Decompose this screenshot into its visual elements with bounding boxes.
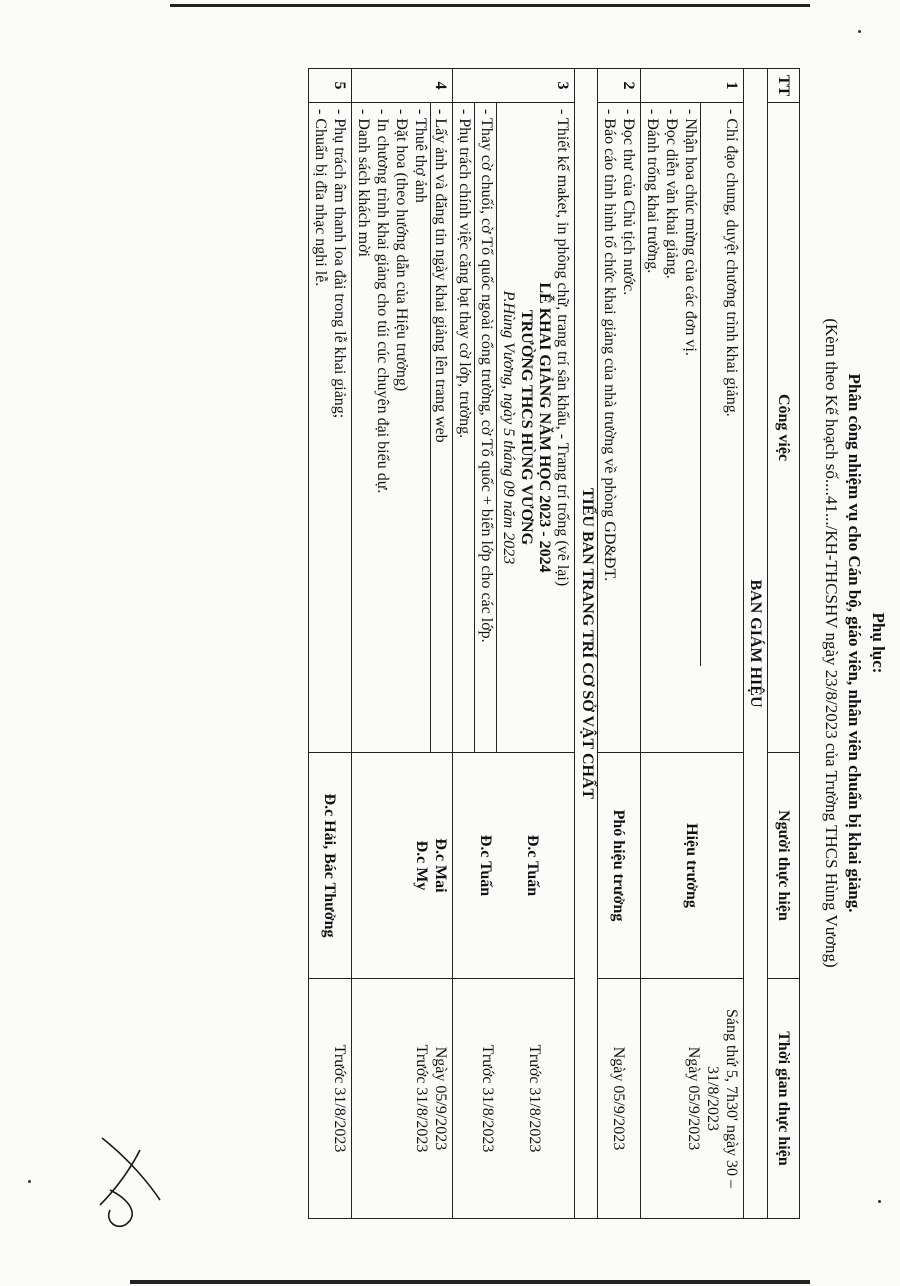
task-cell [641,103,744,753]
table-row [309,69,352,1219]
person-cell [352,753,453,979]
task-line: - Báo cáo tình hình tổ chức khai giảng của nhà trường về phòng GD&ĐT. [601,109,618,582]
time-line: Trước 31/8/2023 [413,1044,430,1153]
task-cell [598,103,641,753]
appendix-reference: (Kèm theo Kế hoạch số....41.../KH-THCSHV ngày 23/8/2023 của Trường THCS Hùng Vương) [822,318,841,968]
section-row [575,69,598,1219]
col-header-person: Người thực hiện [768,753,800,979]
table-row [453,69,575,1219]
task-line: - Thay cờ chuối, cờ Tổ quốc ngoài cổng trường, cờ Tổ quốc + biển lớp cho các lớp. [478,109,495,643]
section-title-decoration: TIỂU BAN TRANG TRÍ CƠ SỞ VẬT CHẤT [575,69,598,1219]
appendix-title: Phụ lục: [869,612,888,674]
appendix-subtitle: Phân công nhiệm vụ cho Cán bộ, giáo viên, nhân viên chuẩn bị khai giảng. [845,373,864,913]
table-row [352,69,453,1219]
task-line: - Đọc thư của Chủ tịch nước. [620,109,637,296]
task-line: - In chương trình khai giảng cho túi cúc chuyên đại biểu dự. [374,109,391,494]
task-subblock [354,103,431,752]
task-subblock [477,103,497,752]
row-number: 4 [352,69,453,103]
task-cell [453,103,575,753]
task-line: - Thiết kế maket, in phông chữ, trang trí sân khấu, - Trang trí trống (vẽ lại) [554,109,571,587]
task-line: - Danh sách khách mời [355,109,372,257]
table-header-row [768,69,800,1219]
handwritten-signature [90,1130,170,1250]
task-subblock [455,103,475,752]
task-line: - Phụ trách chính việc căng bạt thay cờ lớp, trường. [456,109,473,439]
row-number: 3 [453,69,575,103]
time-line: Trước 31/8/2023 [479,1044,496,1153]
time-cell: Ngày 05/9/2023 [598,979,641,1219]
table-row [598,69,641,1219]
person-cell: Hiệu trưởng [641,753,744,979]
row-number: 1 [641,69,744,103]
time-cell [641,979,744,1219]
person-line: Đ.c Tuấn [524,834,541,897]
row-number: 5 [309,69,352,103]
table-row [641,69,744,1219]
time-cell [453,979,575,1219]
task-line: - Phụ trách âm thanh loa đài trong lễ khai giảng; [331,109,348,419]
time-line: Sáng thứ 5, 7h30' ngày 30 – 31/8/2023 [704,1008,740,1189]
task-line: - Đặt hoa (theo hướng dẫn của Hiệu trưởng) [393,109,410,392]
task-subblock [643,103,701,666]
person-cell: Phó hiệu trưởng [598,753,641,979]
task-line: - Lấy ảnh và đăng tin ngày khai giảng lên trang web [432,109,449,443]
task-line: - Thuê thợ ảnh [412,109,429,203]
person-cell: Đ.c Hải, Bác Thưởng [309,753,352,979]
row-number: 2 [598,69,641,103]
task-line: - Chuẩn bị đĩa nhạc nghi lễ. [312,109,329,287]
time-cell [352,979,453,1219]
section-title-bgh: BAN GIÁM HIỆU [744,69,768,1219]
time-line: Ngày 05/9/2023 [685,1046,702,1151]
task-line: - Chỉ đạo chung, duyệt chương trình khai giảng. [723,109,740,417]
person-line: Đ.c Tuấn [477,834,494,897]
assignment-table [308,68,800,1219]
banner-line: TRƯỜNG THCS HÙNG VƯƠNG [518,309,535,546]
time-cell: Trước 31/8/2023 [309,979,352,1219]
task-line: - Đọc diễn văn khai giảng. [663,109,680,279]
col-header-tt: TT [768,69,800,103]
section-row [744,69,768,1219]
person-cell [453,753,575,979]
task-cell [309,103,352,753]
col-header-task: Công việc [768,103,800,753]
task-cell [352,103,453,753]
task-line: - Nhận hoa chúc mừng của các đơn vị. [682,109,699,356]
banner-line: P.Hùng Vương, ngày 5 tháng 09 năm 2023 [500,290,517,565]
person-line: Đ.c Mai [432,838,449,893]
time-line: Trước 31/8/2023 [526,1044,543,1153]
task-line: - Đánh trống khai trường. [644,109,661,274]
person-line: Đ.c My [413,840,430,891]
banner-line: LỄ KHAI GIẢNG NĂM HỌC 2023 - 2024 [536,282,553,573]
col-header-time: Thời gian thực hiện [768,979,800,1219]
time-line: Ngày 05/9/2023 [432,1046,449,1151]
